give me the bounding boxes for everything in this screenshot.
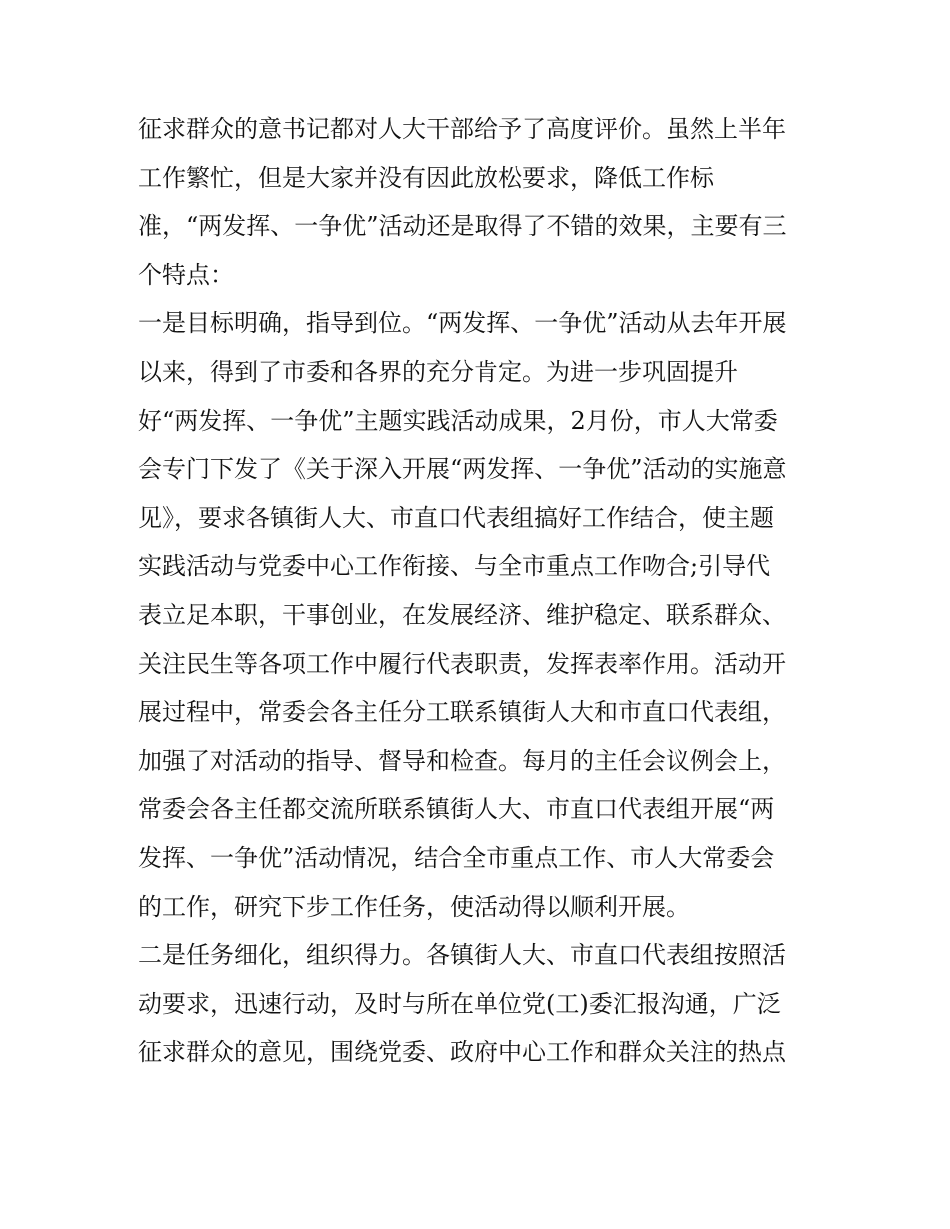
text-line-7: 好“两发挥、一争优”主题实践活动成果，2月份，市人大常委 [138,406,778,435]
text-line-20: 征求群众的意见，围绕党委、政府中心工作和群众关注的热点 [138,1038,786,1067]
text-line-16: 发挥、一争优”活动情况，结合全市重点工作、市人大常委会 [138,843,775,872]
text-line-18: 二是任务细化，组织得力。各镇街人大、市直口代表组按照活 [138,941,786,970]
text-line-3: 准，“两发挥、一争优”活动还是取得了不错的效果，主要有三 [138,212,787,241]
text-line-13: 展过程中，常委会各主任分工联系镇街人大和市直口代表组， [138,698,786,727]
text-line-14: 加强了对活动的指导、督导和检查。每月的主任会议例会上， [138,746,786,775]
document-body [138,105,818,1077]
text-line-4: 个特点： [138,260,234,289]
text-line-15: 常委会各主任都交流所联系镇街人大、市直口代表组开展“两 [138,795,775,824]
text-line-6: 以来，得到了市委和各界的充分肯定。为进一步巩固提升 [138,357,738,386]
text-line-11: 表立足本职，干事创业，在发展经济、维护稳定、联系群众、 [138,600,786,629]
text-line-1: 征求群众的意书记都对人大干部给予了高度评价。虽然上半年 [138,115,786,143]
text-line-5: 一是目标明确，指导到位。“两发挥、一争优”活动从去年开展 [138,309,787,338]
text-line-8: 会专门下发了《关于深入开展“两发挥、一争优”活动的实施意 [138,455,787,484]
text-line-10: 实践活动与党委中心工作衔接、与全市重点工作吻合;引导代 [138,552,771,581]
text-line-17: 的工作，研究下步工作任务，使活动得以顺利开展。 [138,892,690,921]
text-line-2: 工作繁忙，但是大家并没有因此放松要求，降低工作标 [138,163,714,192]
text-line-12: 关注民生等各项工作中履行代表职责，发挥表率作用。活动开 [138,649,786,678]
text-line-9: 见》，要求各镇街人大、市直口代表组搞好工作结合，使主题 [138,503,774,532]
text-line-19: 动要求，迅速行动，及时与所在单位党(工)委汇报沟通，广泛 [138,989,781,1018]
